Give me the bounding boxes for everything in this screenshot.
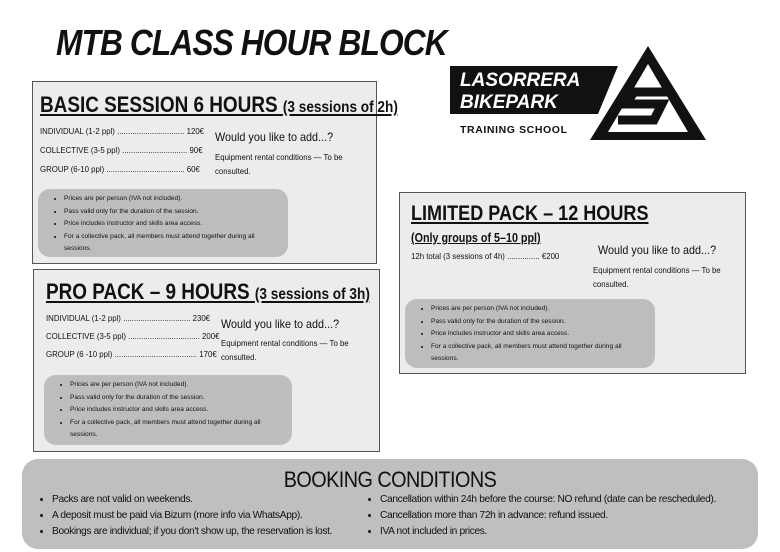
limited-pack-title: LIMITED PACK – 12 HOURS — [411, 202, 649, 225]
note-item: • Price includes instructor and skills area access. — [70, 404, 284, 417]
booking-condition-item: • Packs are not valid on weekends. — [52, 492, 332, 508]
pro-pack-card — [33, 269, 380, 452]
price-line: INDIVIDUAL (1-2 ppl) ............................... 230€ — [46, 313, 211, 323]
basic-session-title: BASIC SESSION 6 HOURS (3 sessions of 2h) — [40, 92, 398, 117]
pro-pack-subtitle: (3 sessions of 3h) — [254, 286, 370, 303]
note-item: • For a collective pack, all members must attend together during all sessions. — [70, 417, 284, 442]
note-item: • Pass valid only for the duration of the session. — [70, 392, 284, 405]
price-line: COLLECTIVE (3-5 ppl) .............................. 90€ — [40, 145, 203, 155]
addon-text: Equipment rental conditions — To be consulted. — [215, 152, 343, 176]
note-item: • For a collective pack, all members must attend together during all sessions. — [431, 341, 647, 366]
pro-pack-title: PRO PACK – 9 HOURS (3 sessions of 3h) — [46, 279, 370, 304]
booking-condition-item: • IVA not included in prices. — [380, 524, 716, 540]
note-item: • Pass valid only for the duration of the session. — [64, 206, 280, 219]
booking-condition-item: • Bookings are individual; if you don't show up, the reservation is lost. — [52, 524, 332, 540]
note-item: • For a collective pack, all members must attend together during all sessions. — [64, 231, 280, 256]
limited-pack-card — [399, 192, 746, 374]
note-item: • Prices are per person (IVA not included). — [431, 303, 647, 316]
note-item: • Pass valid only for the duration of the session. — [431, 316, 647, 329]
booking-conditions-right — [364, 492, 716, 540]
note-item: • Prices are per person (IVA not included). — [64, 193, 280, 206]
notes-panel — [38, 189, 288, 257]
booking-condition-item: • Cancellation within 24h before the course: NO refund (date can be rescheduled). — [380, 492, 716, 508]
price-line: INDIVIDUAL (1-2 ppl) ............................... 120€ — [40, 126, 205, 136]
page-title: MTB CLASS HOUR BLOCK — [56, 22, 447, 63]
price-line: COLLECTIVE (3-5 ppl) ................................. 200€ — [46, 331, 220, 341]
booking-conditions-left — [36, 492, 332, 540]
addon-text: Equipment rental conditions — To be consulted. — [593, 265, 721, 289]
svg-text:LASORRERA: LASORRERA — [460, 70, 581, 91]
svg-text:TRAINING SCHOOL: TRAINING SCHOOL — [460, 124, 568, 136]
basic-session-card — [32, 81, 398, 264]
note-item: • Prices are per person (IVA not included). — [70, 379, 284, 392]
addon-question: Would you like to add...? — [598, 243, 717, 257]
booking-condition-item: • Cancellation more than 72h in advance: refund issued. — [380, 508, 716, 524]
limited-pack-subtitle: (Only groups of 5–10 ppl) — [411, 231, 541, 245]
notes-panel — [44, 375, 292, 445]
note-item: • Price includes instructor and skills area access. — [431, 328, 647, 341]
booking-condition-item: • A deposit must be paid via Bizum (more info via WhatsApp). — [52, 508, 332, 524]
price-line: 12h total (3 sessions of 4h) ............... €200 — [411, 251, 560, 261]
booking-conditions-title: BOOKING CONDITIONS — [283, 467, 497, 492]
basic-session-subtitle: (3 sessions of 2h) — [282, 99, 398, 116]
addon-question: Would you like to add...? — [215, 130, 334, 144]
notes-panel — [405, 299, 655, 368]
svg-text:BIKEPARK: BIKEPARK — [460, 92, 558, 113]
note-item: • Price includes instructor and skills area access. — [64, 218, 280, 231]
booking-conditions-panel — [22, 459, 758, 549]
addon-text: Equipment rental conditions — To be consulted. — [221, 338, 349, 362]
lasorrera-logo — [448, 44, 708, 140]
price-line: GROUP (6-10 ppl) .................................... 60€ — [40, 164, 200, 174]
logo-graphic — [448, 44, 708, 140]
addon-question: Would you like to add...? — [221, 317, 340, 331]
price-line: GROUP (6 -10 ppl) ...................................... 170€ — [46, 349, 217, 359]
